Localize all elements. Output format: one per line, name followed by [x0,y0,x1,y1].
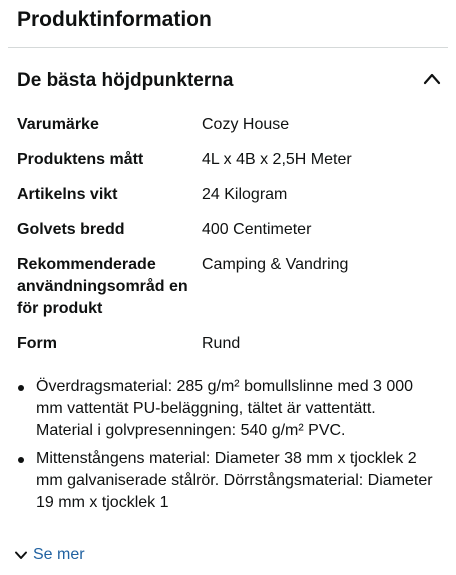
spec-value: Cozy House [202,116,290,133]
spec-row-floor-width [17,219,437,254]
see-more-label: Se mer [33,546,85,563]
product-specs-table [17,114,437,368]
section-divider [8,47,448,48]
page-title: Produktinformation [17,8,212,31]
spec-key: Varumärke [17,116,99,133]
spec-row-weight [17,184,437,219]
spec-value: 24 Kilogram [202,186,288,203]
spec-row-shape [17,333,437,368]
spec-key: Golvets bredd [17,221,125,238]
spec-row-recommended-use [17,254,437,333]
feature-bullets-list [0,376,456,536]
chevron-up-icon[interactable] [423,70,441,88]
list-item: Överdragsmaterial: 285 g/m² bomullslinne med 3 000 mm vattentät PU-beläggning, tältet är vattentätt. Material i golvpresenningen: 540 g/m² PVC. [36,376,456,442]
spec-value: Rund [202,335,241,352]
spec-key: Rekommenderade användningsområd en för produkt [17,256,188,317]
spec-key: Produktens mått [17,151,144,168]
content-fade-overlay [0,520,456,542]
spec-value: 4L x 4B x 2,5H Meter [202,151,352,168]
spec-value: 400 Centimeter [202,221,312,238]
spec-row-brand [17,114,437,149]
highlights-section-header[interactable] [0,64,456,98]
spec-row-dimensions [17,149,437,184]
see-more-link[interactable] [14,543,85,567]
list-item: Mittenstångens material: Diameter 38 mm x tjocklek 2 mm galvaniserade stålrör. Dörrstångsmaterial: Diameter 19 mm x tjocklek 1 [36,448,456,514]
chevron-down-icon [14,548,28,562]
spec-value: Camping & Vandring [202,256,349,273]
spec-key: Form [17,335,57,352]
spec-key: Artikelns vikt [17,186,118,203]
section-title: De bästa höjdpunkterna [17,70,234,91]
